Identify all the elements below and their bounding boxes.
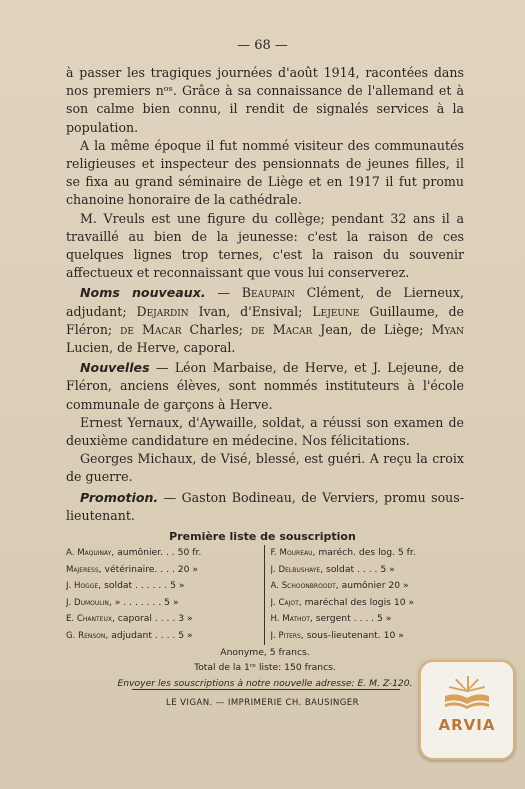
list-item: G. Renson, adjudant . . . . 5 » — [66, 629, 193, 641]
nouvelles-paragraph: Nouvelles — Léon Marbaise, de Herve, et J. Lejeune, de Fléron, anciens élèves, sont nommés instituteurs à l'école communale de garçons à Herve. — [66, 360, 464, 412]
list-item: J. Piters, sous-lieutenant. 10 » — [270, 629, 404, 641]
nouvelles-paragraph-3: Georges Michaux, de Visé, blessé, est guéri. A reçu la croix de guerre. — [66, 451, 464, 485]
list-item: J. Hogge, soldat . . . . . . 5 » — [66, 580, 185, 592]
open-book-sun-icon — [441, 672, 493, 712]
list-item: J. Cajot, maréchal des logis 10 » — [270, 596, 415, 608]
article-body — [66, 64, 464, 525]
list-item: A. Schoonbroodt, aumônier 20 » — [270, 580, 409, 592]
list-item: Majeress, vétérinaire. . . . 20 » — [66, 563, 199, 575]
nouvelles-paragraph-2: Ernest Yernaux, d'Aywaille, soldat, a réussi son examen de deuxième candidature en médecine. Nos félicitations. — [66, 414, 464, 449]
divider — [132, 689, 400, 690]
page-number: — 68 — — [237, 38, 288, 53]
subscription-right-column — [265, 545, 465, 645]
address-note: Envoyer les souscriptions à notre nouvelle adresse: E. M. Z-120. — [117, 677, 413, 689]
printer-imprint: LE VIGAN. — IMPRIMERIE CH. BAUSINGER — [166, 698, 359, 708]
total-line: Total de la 1ʳᵉ liste: 150 francs. — [194, 662, 336, 674]
paragraph-3: M. Vreuls est une figure du collège; pendant 32 ans il a travaillé au bien de la jeunesse: c'est la raison de ces quelques lignes trop ternes, c'est la raison du souvenir affectueux et reconnaissant que vous lui conserverez. — [66, 210, 464, 281]
paragraph-1: à passer les tragiques journées d'août 1914, racontées dans nos premiers nᵒˢ. Grâce à sa connaissance de l'allemand et à son calme bien connu, il rendit de signalés services à la population. — [66, 65, 464, 135]
list-item: J. Delbushaye, soldat . . . . 5 » — [270, 563, 395, 575]
list-item: J. Dumoulin, » . . . . . . . 5 » — [66, 596, 179, 608]
nouvelles-heading: Nouvelles — [80, 360, 150, 376]
list-item: F. Moureau, maréch. des log. 5 fr. — [270, 547, 416, 558]
anonyme-line: Anonyme, 5 francs. — [220, 646, 310, 658]
noms-nouveaux-heading: Noms nouveaux. — [80, 285, 206, 301]
promotion-paragraph: Promotion. — Gaston Bodineau, de Verviers, promu sous-lieutenant. — [66, 489, 464, 523]
list-item: A. Maquinay, aumônier. . . 50 fr. — [66, 547, 202, 558]
arvia-watermark-logo — [419, 660, 515, 760]
noms-nouveaux-paragraph: Noms nouveaux. — Beaupain Clément, de Lierneux, adjudant; Dejardin Ivan, d'Ensival; Lejeune Guillaume, de Fléron; de Macar Charles; de Macar Jean, de Liège; Myan Lucien, de Herve, caporal. — [66, 285, 465, 356]
subscription-title: Première liste de souscription — [169, 530, 356, 543]
watermark-label: ARVIA — [438, 716, 496, 734]
list-item: E. Chanteux, caporal . . . . 3 » — [66, 613, 193, 625]
promotion-heading: Promotion. — [80, 489, 159, 505]
list-item: H. Mathot, sergent . . . . 5 » — [270, 613, 392, 625]
paragraph-2: A la même époque il fut nommé visiteur des communautés religieuses et inspecteur des pensionnats de jeunes filles, il se fixa au grand séminaire de Liège et en 1917 il fut promu chanoine honoraire de la cathédrale. — [66, 137, 464, 208]
subscription-list — [66, 545, 464, 691]
subscription-left-column — [66, 545, 265, 645]
